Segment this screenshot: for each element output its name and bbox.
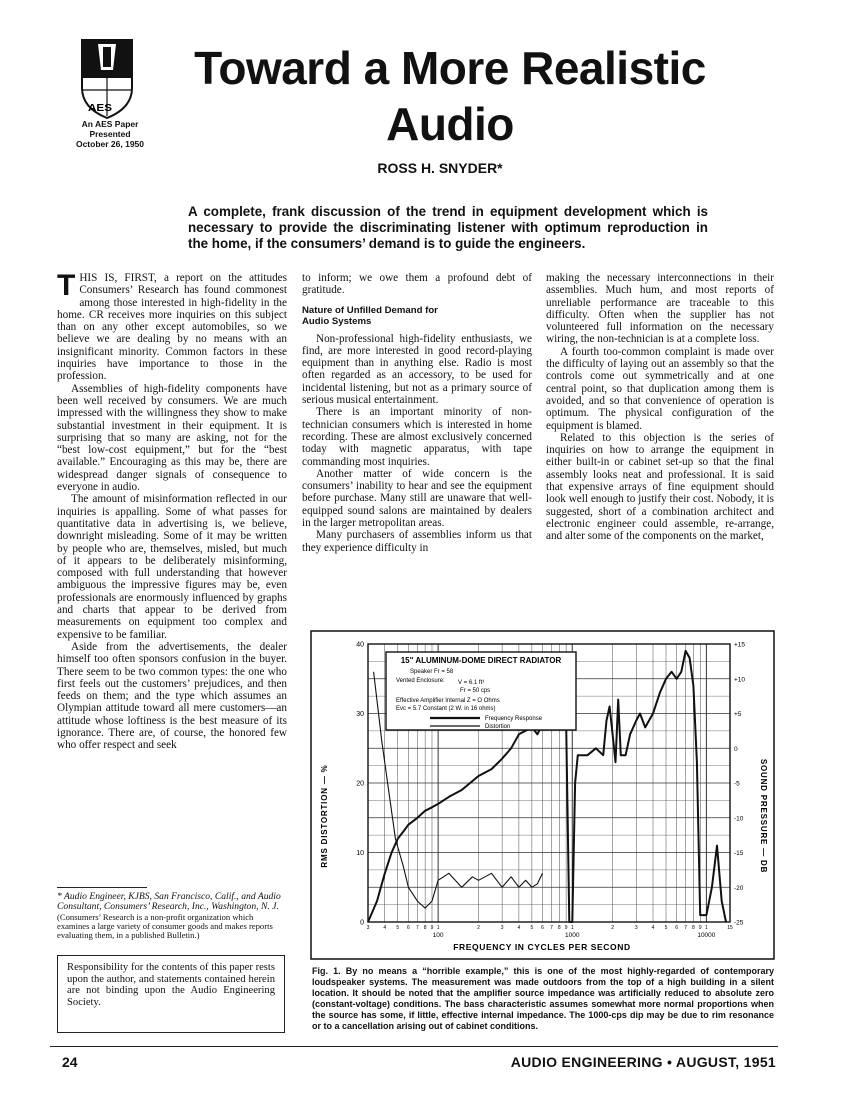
- paragraph: A fourth too-common complaint is made over the difficulty of laying out an assembly so that the controls come out symmetrically and at one central point, so that duplication among them is avoided, and so that convenience of operation is optimum. The physical configuration of the equipment is blamed.: [546, 345, 774, 432]
- x-tick-label: 4: [517, 925, 521, 931]
- legend-title: 15" ALUMINUM-DOME DIRECT RADIATOR: [400, 656, 562, 665]
- footnote: [57, 892, 287, 940]
- column-2: [302, 272, 532, 614]
- chart-legend: [386, 652, 576, 730]
- x-tick-label: 5: [664, 925, 668, 931]
- x-tick-label: 8: [557, 925, 561, 931]
- y-right-tick-label: -20: [734, 884, 744, 892]
- column-1: [57, 272, 287, 884]
- paragraph: There is an important minority of non-technician consumers which is interested in home recording. These are almost exclusively concerned today with magnetic apparatus, with tape commanding most inquiries.: [302, 406, 532, 468]
- paragraph: Another matter of wide concern is the consumers’ inability to hear and see the equipment before purchase. Many still are unaware that well-equipped sound salons are maintained by dealers in the larger metropolitan areas.: [302, 467, 532, 530]
- title-line-1: Toward a More Realistic: [194, 42, 706, 94]
- y-left-tick-label: 30: [356, 711, 364, 718]
- legend-line: Vented Enclosure:: [396, 678, 445, 684]
- paragraph: Many purchasers of assemblies inform us that they experience difficulty in: [302, 529, 532, 554]
- article-deck: A complete, frank discussion of the trend in equipment development which is necessary to provide the discriminating listener with optimum reproduction in the home, if the consumers’ demand is to guide the engineers.: [188, 204, 708, 251]
- article-title: [150, 40, 750, 152]
- x-major-label: 10000: [697, 932, 716, 939]
- footnote-note: (Consumers’ Research is a non-profit organization which examines a large variety of consumer goods and makes reports evaluating them, in a published Bulletin.): [57, 911, 273, 941]
- x-tick-label: 6: [406, 925, 410, 931]
- y-axis-left-label: RMS DISTORTION — %: [320, 764, 329, 868]
- footer-rule: [50, 1046, 778, 1047]
- y-right-tick-label: +10: [734, 676, 746, 684]
- x-tick-label: 3: [634, 925, 638, 931]
- legend-line: V = 6.1 ft³: [458, 680, 485, 686]
- y-right-tick-label: +15: [734, 641, 746, 649]
- y-axis-right-label: SOUND PRESSURE — DB: [759, 758, 768, 874]
- paragraph: [57, 272, 287, 383]
- y-left-tick-label: 0: [360, 919, 364, 927]
- x-tick-label: 9: [564, 925, 568, 931]
- x-major-label: 100: [432, 932, 444, 939]
- figure-caption: Fig. 1. By no means a “horrible example,” this is one of the most highly-regarded of contemporary loudspeaker systems. The measurement was made outdoors from the top of a high building in a silent location. It should be noted that the amplifier source impedance was artificially reduced to absolute zero (constant-voltage) conditions. The bass characteristic assumes somewhat more normal proportions when the source has some, if little, effective internal impedance. The 1000-cps dip may be due to rim resonance or to a cancellation arising out of cabinet conditions.: [312, 966, 774, 1031]
- x-tick-label: 4: [651, 925, 655, 931]
- responsibility-box: Responsibility for the contents of this paper rests upon the author, and statements contained herein are not binding upon the Audio Engineering Society.: [57, 955, 285, 1033]
- x-tick-label: 5: [530, 925, 534, 931]
- paragraph-text: HIS IS, FIRST, a report on the attitudes Consumers’ Research has found commonest among those interested in high-fidelity in the home. CR receives more inquiries on this subject than on any other except automobiles, so we believe we are dealing by no means with an insignificant minority. Common factors in these inquiries have importance to those in the profession.: [57, 272, 287, 383]
- y-left-tick-label: 20: [356, 780, 364, 788]
- x-tick-label: 1: [570, 925, 574, 931]
- legend-line: Fr = 50 cps: [460, 688, 491, 694]
- x-tick-label: 1: [436, 925, 440, 931]
- x-tick-label: 3: [500, 925, 504, 931]
- paper-note-line: Presented: [89, 129, 131, 139]
- y-left-tick-label: 10: [356, 850, 364, 857]
- logo-text: AES: [88, 103, 113, 114]
- x-major-label: 1000: [565, 932, 580, 939]
- frequency-response-chart: [310, 630, 775, 960]
- x-tick-label: 8: [423, 925, 427, 931]
- y-left-tick-label: 40: [356, 641, 364, 649]
- column-3: [546, 272, 774, 614]
- x-tick-label: 2: [611, 925, 615, 931]
- x-tick-label: 9: [698, 925, 702, 931]
- author-byline: ROSS H. SNYDER*: [377, 160, 503, 176]
- legend-line: Effective Amplifier Internal Z = O Ohms: [396, 698, 500, 704]
- y-right-tick-label: -15: [734, 850, 744, 857]
- drop-cap: T: [57, 272, 76, 302]
- paragraph: Non-professional high-fidelity enthusiasts, we find, are more interested in good record-playing equipment than in anything else. Radio is most often regarded as an accessory, to be used for incidental listening, but not as a primary source of serious musical entertainment.: [302, 332, 532, 407]
- x-tick-label: 1: [704, 925, 708, 931]
- page-number: 24: [62, 1054, 78, 1070]
- paragraph: Aside from the advertisements, the dealer himself too often sponsors confusion in the buyer. There seem to be two common types: the one who first feels out the customers’ prejudices, and then feeds on them; and the type which assumes an Olympian attitude toward all mere customers—an attitude whose loftiness is the best measure of its ignorance. There are, of course, the honored few who offer respect and seek: [57, 640, 287, 752]
- x-tick-label: 2: [477, 925, 480, 931]
- paper-note-line: October 26, 1950: [75, 139, 145, 149]
- paragraph: Related to this objection is the series of inquiries on how to arrange the equipment in either built-in or cabinet set-up so that the final assembly looks neat and professional. It is said that expensive arrays of fine equipment should look well enough to justify their cost. Nobody, it is suggested, short of a combination architect and electronic engineer could assemble, re-arrange, and alter some of the components on the market,: [546, 431, 774, 543]
- x-tick-label: 7: [684, 925, 687, 931]
- y-right-tick-label: +5: [734, 711, 742, 718]
- y-right-tick-label: -25: [734, 919, 744, 927]
- running-footer: AUDIO ENGINEERING • AUGUST, 1951: [510, 1054, 776, 1070]
- x-tick-label: 6: [675, 925, 679, 931]
- x-tick-label: 6: [541, 925, 544, 931]
- y-right-tick-label: -10: [734, 815, 744, 823]
- x-axis-label: FREQUENCY IN CYCLES PER SECOND: [453, 942, 631, 952]
- x-tick-label: 8: [691, 925, 695, 931]
- y-right-tick-label: -5: [734, 780, 740, 788]
- section-subhead: [302, 305, 532, 327]
- aes-logo: [80, 38, 134, 120]
- paragraph: to inform; we owe them a profound debt of gratitude.: [302, 272, 532, 297]
- x-tick-label: 3: [366, 925, 370, 931]
- title-line-2: Audio: [386, 98, 514, 150]
- legend-freq-label: Frequency Response: [485, 716, 543, 722]
- y-right-tick-label: 0: [734, 745, 738, 753]
- x-tick-label: 7: [550, 925, 553, 931]
- x-tick-label: 4: [383, 925, 387, 931]
- paragraph: The amount of misinformation reflected in our inquiries is appalling. Some of what passes for quantitative data in advertising is, we believe, downright misleading. Some of it may be written by people who are, themselves, misled, but much of it appears to be deliberately misinforming, composed with full understanding that however ambiguous the impressive figures may be, even professionals are enormously influenced by graphs and charts that appear to be derived from measurements on equipment too complex and expensive to be familiar.: [57, 493, 287, 641]
- footnote-rule: [57, 887, 147, 888]
- x-tick-label: 9: [430, 925, 434, 931]
- legend-line: Evc = 5.7 Constant (2 W. in 16 ohms): [396, 706, 496, 712]
- legend-dist-label: Distortion: [485, 724, 511, 730]
- paper-note: [56, 119, 164, 149]
- x-tick-label: 5: [396, 925, 400, 931]
- paper-note-line: An AES Paper: [81, 119, 139, 129]
- paragraph: Assemblies of high-fidelity components have been well received by consumers. We are much impressed with the willingness they show to make substantial investment in their equipment. It is surprising that so many are asking, not for the “best low-cost equipment,” but for the “best available.” Encouraging as this may be, there are widespread danger signals of consequence to everyone in audio.: [57, 382, 287, 494]
- x-tick-label: 15: [727, 925, 733, 931]
- paragraph: making the necessary interconnections in their assemblies. Much hum, and most reports of unreliable performance are traceable to this difficulty. Often when the supplier has not volunteered full information on the necessary wiring, the non-technician is at a complete loss.: [546, 272, 774, 346]
- subhead-line: Audio Systems: [302, 315, 372, 327]
- subhead-line: Nature of Unfilled Demand for: [302, 304, 438, 316]
- x-tick-label: 7: [415, 925, 419, 931]
- footnote-text: * Audio Engineer, KJBS, San Francisco, Calif., and Audio Consultant, Consumers’ Research, Inc., Washington, N. J.: [57, 891, 281, 913]
- legend-line: Speaker Fr = 58: [410, 669, 454, 675]
